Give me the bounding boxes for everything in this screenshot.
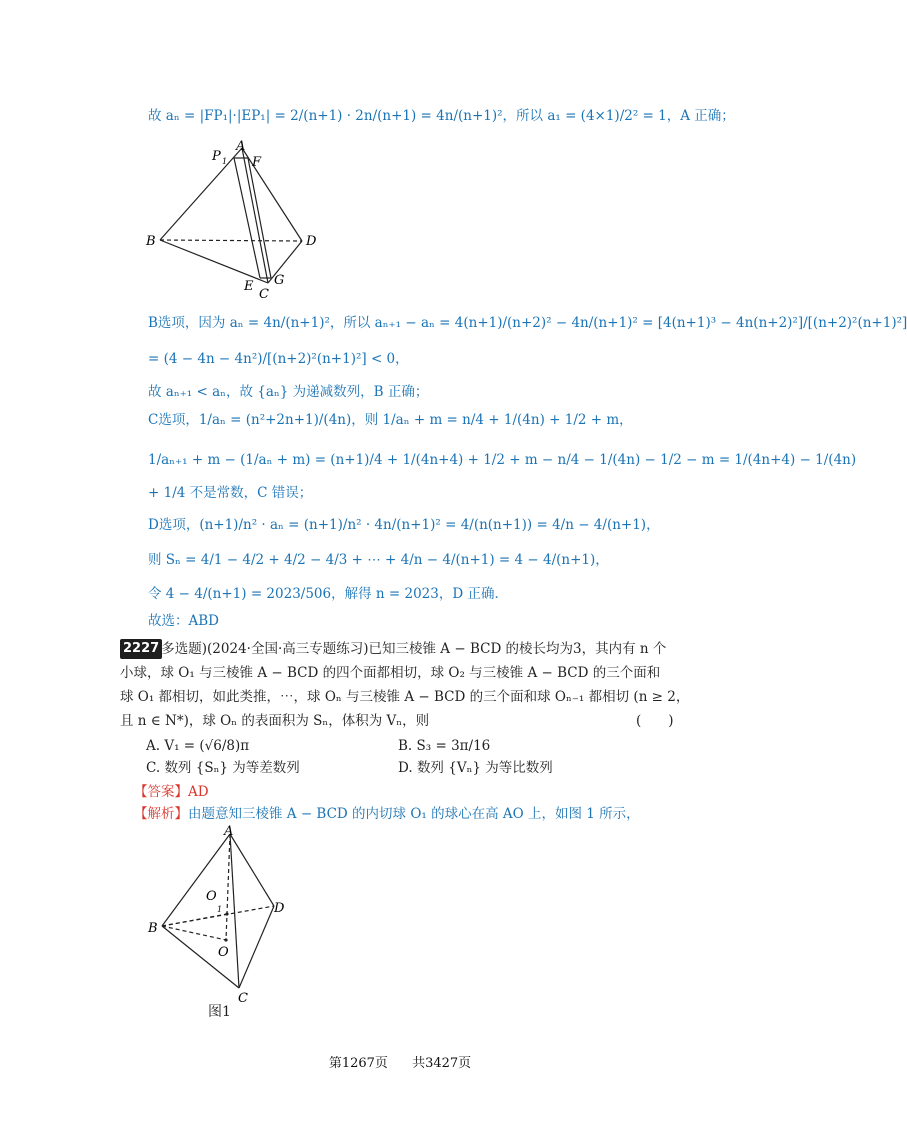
answer-line bbox=[134, 782, 209, 802]
edge-DC bbox=[239, 906, 274, 988]
figure-tetrahedron-1 bbox=[140, 138, 330, 302]
analysis-line bbox=[134, 804, 640, 824]
point-O1 bbox=[225, 912, 228, 915]
segment-BO1 bbox=[162, 914, 227, 926]
question-line-4: 且 n ∈ N*)，球 Oₙ 的表面积为 Sₙ，体积为 Vₙ，则 bbox=[120, 713, 430, 729]
label-P1: P bbox=[212, 149, 221, 164]
height-AO bbox=[226, 834, 230, 940]
solution-line-10: 令 4 − 4/(n+1) = 2023/506，解得 n = 2023，D 正确． bbox=[148, 586, 508, 602]
answer-value: AD bbox=[188, 784, 209, 800]
solution-line-1: 故 aₙ = |FP₁|·|EP₁| = 2/(n+1) · 2n/(n+1) = 4n/(n+1)²，所以 a₁ = (4×1)/2² = 1，A 正确； bbox=[148, 108, 735, 124]
solution-line-2: B选项，因为 aₙ = 4n/(n+1)²，所以 aₙ₊₁ − aₙ = 4(n+1)/(n+2)² − 4n/(n+1)² = [4(n+1)³ − 4n(n+2)²]/[(n+2)²(n+1)²] bbox=[148, 315, 907, 331]
option-d[interactable] bbox=[398, 758, 553, 778]
option-c-label: C. bbox=[146, 760, 161, 776]
solution-line-8: D选项，(n+1)/n² · aₙ = (n+1)/n² · 4n/(n+1)² = 4/(n(n+1)) = 4/n − 4/(n+1)， bbox=[148, 517, 660, 533]
solution-line-11: 故选：ABD bbox=[148, 613, 219, 629]
figure-tetrahedron-2 bbox=[140, 822, 310, 1022]
solution-line-4: 故 aₙ₊₁ < aₙ，故 {aₙ} 为递减数列，B 正确； bbox=[148, 384, 429, 400]
option-b-text: S₃ = 3π/16 bbox=[416, 738, 491, 754]
label-P1-sub: 1 bbox=[222, 157, 228, 166]
question-line-1: (多选题)(2024·全国·高三专题练习)已知三棱锥 A − BCD 的棱长均为3，其内有 n 个 bbox=[156, 641, 667, 657]
solution-line-5: C选项，1/aₙ = (n²+2n+1)/(4n)，则 1/aₙ + m = n/4 + 1/(4n) + 1/2 + m， bbox=[148, 412, 633, 428]
solution-line-6: 1/aₙ₊₁ + m − (1/aₙ + m) = (n+1)/4 + 1/(4n+4) + 1/2 + m − n/4 − 1/(4n) − 1/2 − m = 1/(4n+4) − 1/(4n) bbox=[148, 452, 857, 468]
option-b[interactable] bbox=[398, 736, 490, 756]
solution-line-7: + 1/4 不是常数，C 错误； bbox=[148, 485, 313, 501]
page-footer bbox=[0, 1052, 800, 1071]
label-F: F bbox=[252, 155, 262, 170]
edge-AC bbox=[230, 834, 239, 988]
label-O1-sub: 1 bbox=[217, 905, 223, 914]
solution-line-3: = (4 − 4n − 4n²)/[(n+2)²(n+1)²] < 0， bbox=[148, 351, 409, 367]
question-line-3: 球 O₁ 都相切，如此类推，⋯，球 Oₙ 与三棱锥 A − BCD 的三个面和球 Oₙ₋₁ 都相切 (n ≥ 2， bbox=[120, 689, 690, 705]
page-number: 第1267页 bbox=[328, 1056, 388, 1071]
analysis-tag: 【解析】 bbox=[134, 806, 188, 822]
option-a[interactable] bbox=[146, 736, 249, 756]
figure-caption: 图1 bbox=[208, 1004, 231, 1020]
label-G: G bbox=[274, 273, 285, 288]
option-d-text: 数列 {Vₙ} 为等比数列 bbox=[416, 760, 553, 776]
label-B: B bbox=[148, 921, 158, 936]
option-c-text: 数列 {Sₙ} 为等差数列 bbox=[164, 760, 300, 776]
option-a-text: V₁ = (√6/8)π bbox=[164, 738, 250, 754]
solution-line-9: 则 Sₙ = 4/1 − 4/2 + 4/2 − 4/3 + ⋯ + 4/n − 4/(n+1) = 4 − 4/(n+1)， bbox=[148, 552, 609, 568]
analysis-text: 由题意知三棱锥 A − BCD 的内切球 O₁ 的球心在高 AO 上，如图 1 所示， bbox=[188, 806, 640, 822]
option-a-label: A. bbox=[146, 738, 161, 754]
label-E: E bbox=[244, 279, 254, 294]
label-O1: O bbox=[206, 889, 217, 904]
edge-BC bbox=[160, 240, 268, 283]
label-D: D bbox=[274, 901, 285, 916]
label-C: C bbox=[259, 287, 269, 302]
label-A: A bbox=[224, 824, 234, 839]
question-line-2: 小球，球 O₁ 与三棱锥 A − BCD 的四个面都相切，球 O₂ 与三棱锥 A − BCD 的三个面和 bbox=[120, 665, 661, 681]
label-O: O bbox=[218, 945, 229, 960]
edge-AB bbox=[160, 148, 242, 240]
label-C: C bbox=[238, 991, 248, 1006]
option-b-label: B. bbox=[398, 738, 413, 754]
option-d-label: D. bbox=[398, 760, 413, 776]
question-number-badge: 2227 bbox=[120, 639, 162, 659]
edge-BD-hidden bbox=[160, 240, 302, 241]
answer-tag: 【答案】 bbox=[134, 784, 188, 800]
edge-AD bbox=[230, 834, 274, 906]
option-c[interactable] bbox=[146, 758, 300, 778]
total-pages: 共3427页 bbox=[412, 1056, 472, 1071]
point-O bbox=[224, 938, 227, 941]
label-A: A bbox=[236, 139, 246, 154]
label-D: D bbox=[306, 234, 317, 249]
label-B: B bbox=[146, 234, 156, 249]
answer-blank: ( ) bbox=[636, 713, 674, 729]
